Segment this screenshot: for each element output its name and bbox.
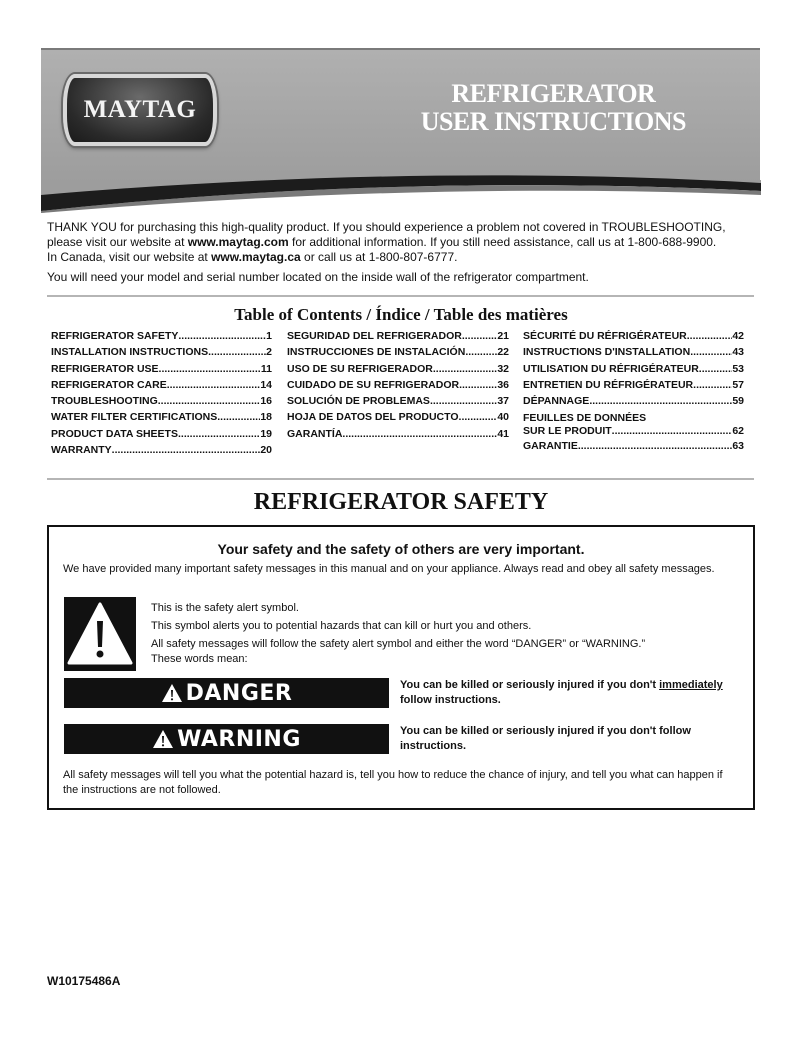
toc-spanish [287, 328, 509, 442]
toc-entry[interactable]: DÉPANNAGE ..... 59 [523, 393, 744, 409]
canada-website-link[interactable]: www.maytag.ca [211, 250, 301, 264]
toc-entry[interactable]: INSTRUCCIONES DE INSTALACIÓN ..... 22 [287, 344, 509, 360]
toc-entry[interactable]: FEUILLES DE DONNÉES SUR LE PRODUIT ..... 62 [523, 412, 744, 438]
danger-message: You can be killed or seriously injured if you don't immediately follow instructions. [400, 679, 723, 706]
toc-entry[interactable]: GARANTIE ..... 63 [523, 438, 744, 454]
toc-entry[interactable]: PRODUCT DATA SHEETS ..... 19 [51, 426, 272, 442]
safety-alert-icon [64, 597, 136, 671]
toc-entry[interactable]: INSTRUCTIONS D'INSTALLATION ..... 43 [523, 344, 744, 360]
danger-label: DANGER [64, 678, 389, 708]
safety-box [47, 525, 755, 810]
title-line-1: REFRIGERATOR [451, 79, 656, 108]
toc-entry[interactable]: TROUBLESHOOTING ..... 16 [51, 393, 272, 409]
divider-middle [47, 478, 754, 480]
toc-entry[interactable]: WARRANTY ..... 20 [51, 442, 272, 458]
intro-line-4: You will need your model and serial number located on the inside wall of the refrigerator compartment. [47, 270, 589, 284]
intro-line-3: In Canada, visit our website at www.maytag.ca or call us at 1-800-807-6777. [47, 250, 458, 264]
toc-english [51, 328, 272, 458]
section-title: REFRIGERATOR SAFETY [253, 489, 549, 515]
toc-entry[interactable]: HOJA DE DATOS DEL PRODUCTO ..... 40 [287, 409, 509, 425]
warning-message: You can be killed or seriously injured if you don't follow instructions. [400, 725, 691, 752]
safety-footer: All safety messages will tell you what the potential hazard is, tell you how to reduce the chance of injury, and tell you what can happen if the instructions are not followed. [63, 769, 723, 796]
alert-explanation: This is the safety alert symbol. This symbol alerts you to potential hazards that can kill or hurt you and others. All safety messages will follow the safety alert symbol and either the word “DANGER” or “WARNING.” These words mean: [151, 602, 646, 665]
toc-entry[interactable]: INSTALLATION INSTRUCTIONS ..... 2 [51, 344, 272, 360]
header-swoosh-decoration [41, 165, 761, 213]
toc-title: Table of Contents / Índice / Table des matières [234, 305, 568, 324]
toc-entry[interactable]: ENTRETIEN DU RÉFRIGÉRATEUR ..... 57 [523, 377, 744, 393]
toc-entry[interactable]: REFRIGERATOR CARE ..... 14 [51, 377, 272, 393]
document-number: W10175486A [47, 974, 121, 988]
toc-entry[interactable]: SÉCURITÉ DU RÉFRIGÉRATEUR ..... 42 [523, 328, 744, 344]
toc-entry[interactable]: USO DE SU REFRIGERADOR ..... 32 [287, 361, 509, 377]
us-website-link[interactable]: www.maytag.com [187, 235, 289, 249]
warning-alert-icon [152, 728, 174, 750]
intro-line-1: THANK YOU for purchasing this high-quality product. If you should experience a problem not covered in TROUBLESHOOTING, [47, 220, 726, 234]
intro-line-2: please visit our website at www.maytag.com for additional information. If you still need assistance, call us at 1-800-688-9900. [47, 235, 717, 249]
maytag-logo [63, 74, 217, 146]
document-title [421, 80, 686, 136]
header-banner [41, 48, 760, 182]
toc-entry[interactable]: WATER FILTER CERTIFICATIONS ..... 18 [51, 409, 272, 425]
safety-heading: Your safety and the safety of others are very important. [217, 541, 585, 557]
brand-name: MAYTAG [83, 96, 197, 123]
toc-entry[interactable]: CUIDADO DE SU REFRIGERADOR ..... 36 [287, 377, 509, 393]
toc-french [523, 328, 744, 455]
title-line-2: USER INSTRUCTIONS [420, 107, 686, 136]
toc-entry[interactable]: UTILISATION DU RÉFRIGÉRATEUR ..... 53 [523, 361, 744, 377]
danger-alert-icon [161, 682, 183, 704]
intro-text [47, 220, 757, 285]
warning-label: WARNING [64, 724, 389, 754]
divider-top [47, 295, 754, 297]
toc-entry[interactable]: REFRIGERATOR SAFETY ..... 1 [51, 328, 272, 344]
toc-entry[interactable]: REFRIGERATOR USE ..... 11 [51, 361, 272, 377]
safety-intro: We have provided many important safety messages in this manual and on your appliance. Always read and obey all safety messages. [63, 563, 715, 575]
toc-entry[interactable]: GARANTÍA ..... 41 [287, 426, 509, 442]
toc-entry[interactable]: SOLUCIÓN DE PROBLEMAS ..... 37 [287, 393, 509, 409]
toc-entry[interactable]: SEGURIDAD DEL REFRIGERADOR ..... 21 [287, 328, 509, 344]
